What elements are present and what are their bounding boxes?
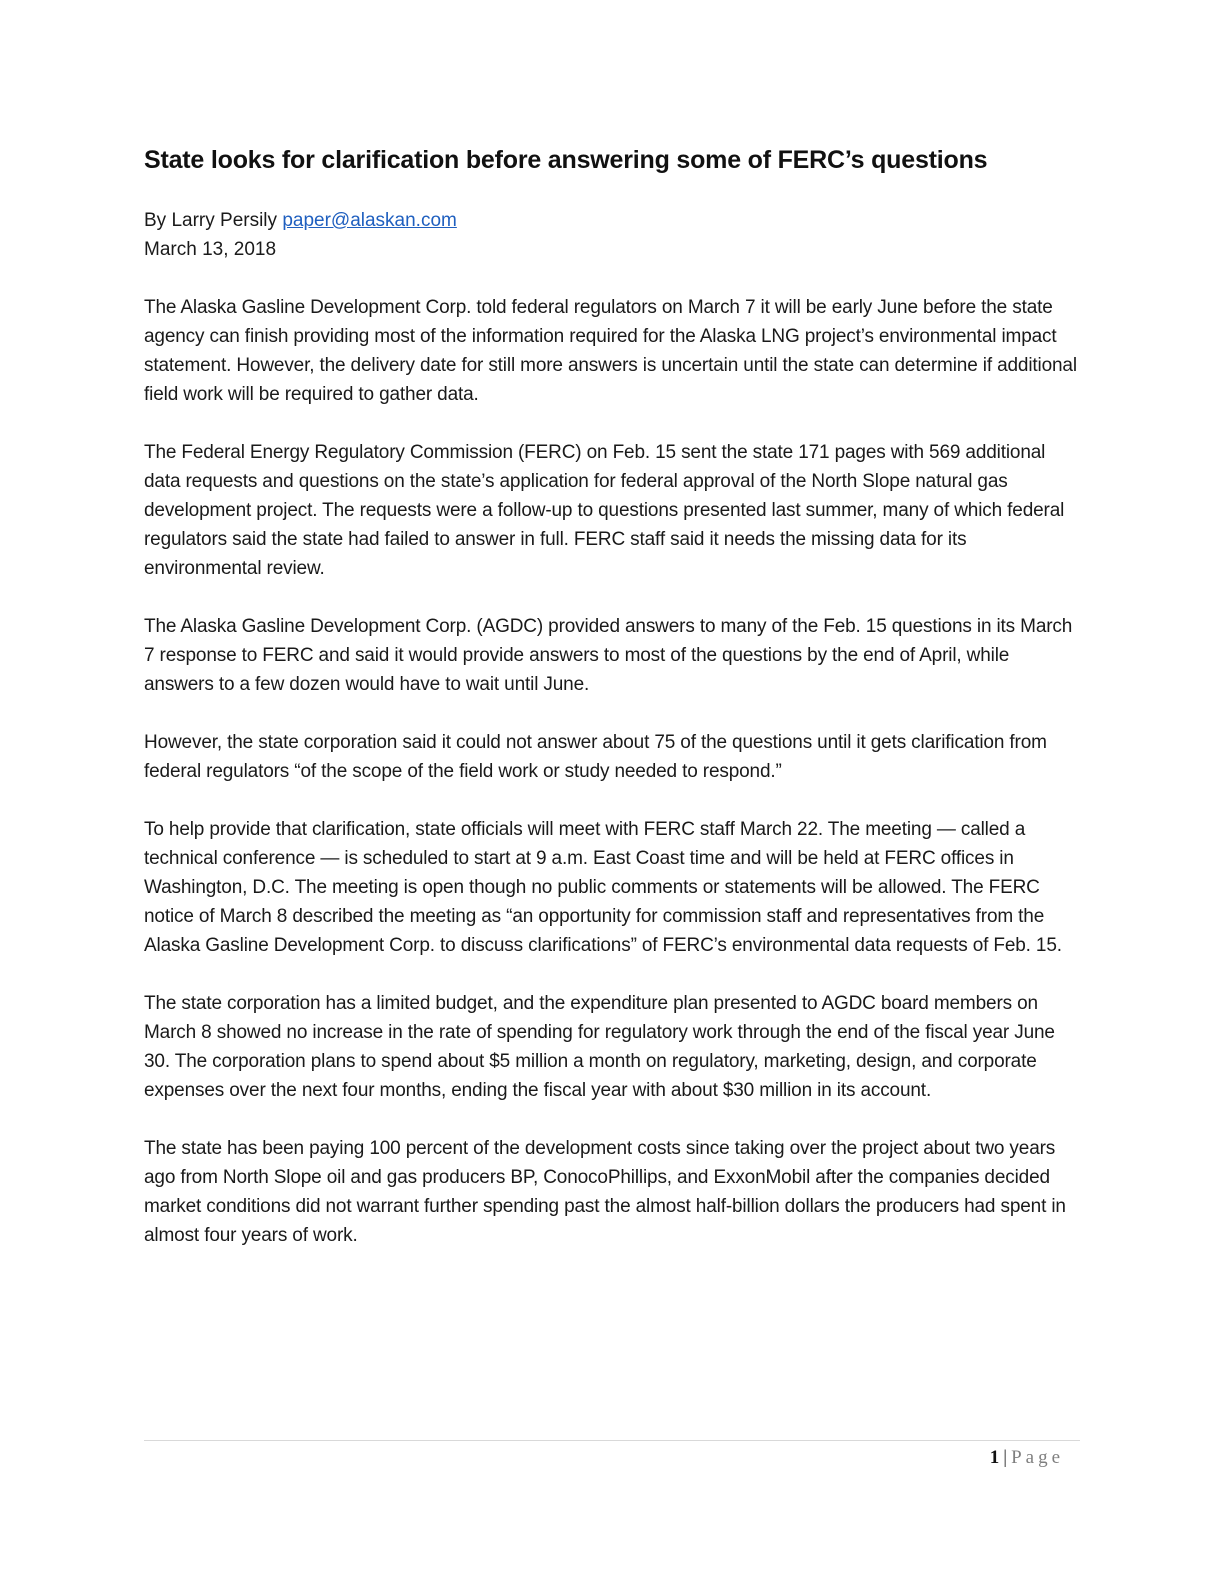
paragraph-6: The state corporation has a limited budget, and the expenditure plan presented to AGDC board members on March 8 showed no increase in the rate of spending for regulatory work through the end of the fiscal year June 30. The corporation plans to spend about $5 million a month on regulatory, marketing, design, and corporate expenses over the next four months, ending the fiscal year with about $30 million in its account. — [144, 993, 1055, 1101]
article-date: March 13, 2018 — [144, 239, 277, 260]
author-email-link[interactable]: paper@alaskan.com — [282, 210, 457, 231]
article-body — [144, 140, 1084, 1279]
page-number: 1 — [989, 1447, 1000, 1468]
paragraph-3: The Alaska Gasline Development Corp. (AGDC) provided answers to many of the Feb. 15 questions in its March 7 response to FERC and said it would provide answers to most of the questions by the end of April, while answers to a few dozen would have to wait until June. — [144, 616, 1073, 695]
paragraph-4: However, the state corporation said it could not answer about 75 of the questions until it gets clarification from federal regulators “of the scope of the field work or study needed to respond.” — [144, 732, 1047, 782]
page-separator: | — [1003, 1447, 1008, 1468]
page-footer — [990, 1446, 1064, 1470]
paragraph-2: The Federal Energy Regulatory Commission (FERC) on Feb. 15 sent the state 171 pages with 569 additional data requests and questions on the state’s application for federal approval of the North Slope natural gas development project. The requests were a follow-up to questions presented last summer, many of which federal regulators said the state had failed to answer in full. FERC staff said it needs the missing data for its environmental review. — [144, 442, 1065, 579]
paragraph-7: The state has been paying 100 percent of the development costs since taking over the project about two years ago from North Slope oil and gas producers BP, ConocoPhillips, and ExxonMobil after the companies decided market conditions did not warrant further spending past the almost half-billion dollars the producers had spent in almost four years of work. — [144, 1138, 1066, 1246]
page-label: Page — [1011, 1447, 1064, 1468]
article-title: State looks for clarification before answering some of FERC’s questions — [144, 146, 988, 174]
paragraph-5: To help provide that clarification, state officials will meet with FERC staff March 22. The meeting — called a technical conference — is scheduled to start at 9 a.m. East Coast time and will be held at FERC offices in Washington, D.C. The meeting is open though no public comments or statements will be allowed. The FERC notice of March 8 described the meeting as “an opportunity for commission staff and representatives from the Alaska Gasline Development Corp. to discuss clarifications” of FERC’s environmental data requests of Feb. 15. — [144, 819, 1062, 956]
byline — [144, 206, 1084, 235]
footer-divider — [144, 1440, 1080, 1441]
paragraph-1: The Alaska Gasline Development Corp. told federal regulators on March 7 it will be early June before the state agency can finish providing most of the information required for the Alaska LNG project’s environmental impact statement. However, the delivery date for still more answers is uncertain until the state can determine if additional field work will be required to gather data. — [144, 297, 1077, 405]
byline-author: By Larry Persily — [144, 210, 283, 231]
